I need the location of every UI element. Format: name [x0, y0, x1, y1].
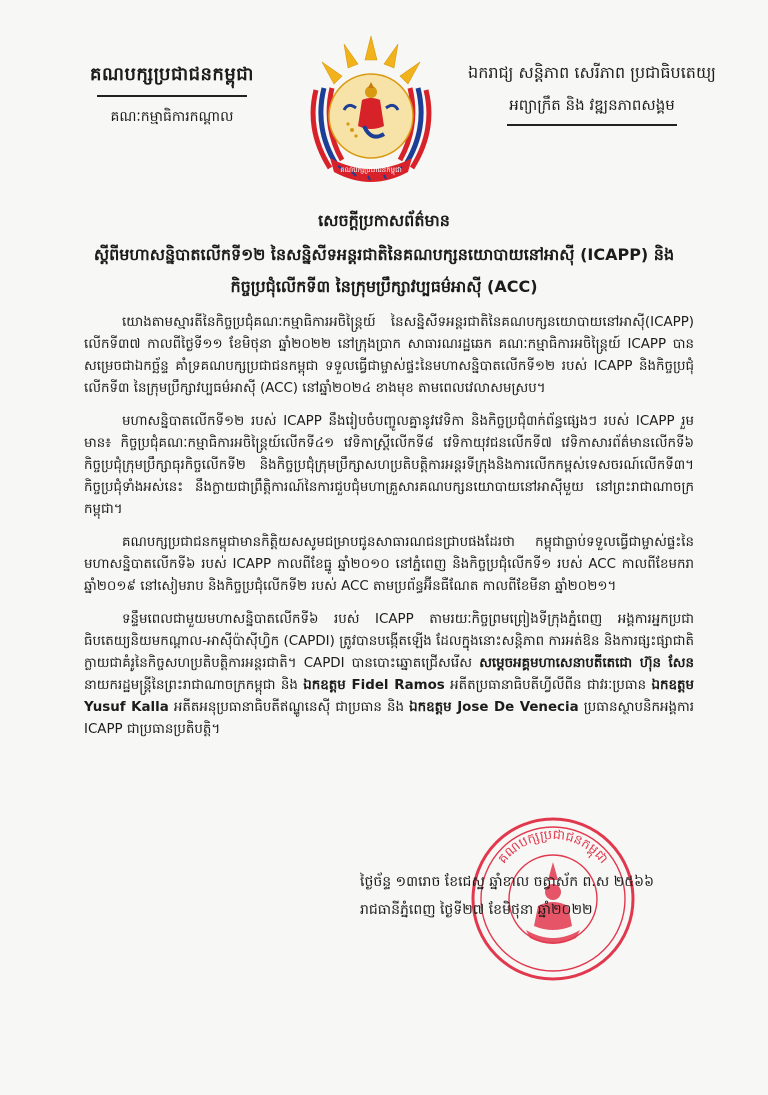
party-name-underline: [97, 95, 247, 97]
svg-text:គណបក្សប្រជាជនកម្ពុជា: [495, 828, 610, 867]
title-line-2: ស្ដីពីមហាសន្និបាតលើកទី១២ នៃសន្និសីទអន្តរជាតិនៃគណបក្សនយោបាយនៅអាស៊ី (ICAPP) និង: [93, 245, 675, 264]
national-motto: ឯករាជ្យ សន្តិភាព សេរីភាព ប្រជាធិបតេយ្យ: [468, 63, 716, 82]
central-committee-label: គណៈកម្មាធិការកណ្ដាល: [110, 109, 234, 125]
emblem-banner-text: គណបក្សប្រជាជនកម្ពុជា: [340, 166, 402, 174]
party-emblem-icon: [292, 30, 450, 198]
seal-text: គណបក្សប្រជាជនកម្ពុជា: [495, 827, 611, 867]
paragraph-4: [84, 609, 694, 741]
document-body: [84, 312, 694, 752]
header-right: [462, 62, 722, 126]
p4-text-c: នាយករដ្ឋមន្ត្រីនៃព្រះរាជាណាចក្រកម្ពុជា និង: [84, 678, 298, 693]
motto-underline: [507, 124, 677, 126]
date-block: [360, 868, 720, 924]
p4-name-jose-de-venecia: ឯកឧត្តម Jose De Venecia: [409, 700, 579, 715]
paragraph-3: គណបក្សប្រជាជនកម្ពុជាមានកិត្តិយសសូមជម្រាបជូនសាធារណជនជ្រាបផងដែរថា កម្ពុជាធ្លាប់ទទួលធ្វើជាម្ចាស់ផ្ទះនៃមហាសន្និបាតលើកទី៦ របស់ ICAPP កាលពីខែធ្នូ ឆ្នាំ២០១០ នៅភ្នំពេញ និងកិច្ចប្រជុំលើកទី១ របស់ ACC កាលពីខែមករា ឆ្នាំ២០១៩ នៅសៀមរាប និងកិច្ចប្រជុំលើកទី២ របស់ ACC តាមប្រព័ន្ធអ៊ីនធឺណែត កាលពីខែមីនា ឆ្នាំ២០២១។: [84, 535, 694, 594]
p4-text-e: អតីតប្រធានាធិបតីហ្វីលីពីន ជាវរៈប្រធាន: [450, 678, 647, 693]
party-name: គណបក្សប្រជាជនកម្ពុជា: [90, 64, 254, 85]
p4-text-a: ទន្ទឹមពេលជាមួយមហាសន្និបាតលើកទី៦ របស់ ICAPP តាមរយៈកិច្ចព្រមព្រៀងទីក្រុងភ្នំពេញ អង្គការអ្នកប្រជាធិបតេយ្យនិយមកណ្ដាល-អាស៊ីប៉ាស៊ីហ្វិក (CAPDI) ត្រូវបានបង្កើតឡើង ដែលក្នុងនោះសន្តិភាព ការអត់ឱន និងការផ្សះផ្សាជាតិ ក្លាយជាគំរូនៃកិច្ចសហប្រតិបត្តិការអន្តរជាតិ។ CAPDI បានបោះឆ្នោតជ្រើសរើស: [84, 612, 694, 671]
document-title: [60, 210, 708, 300]
lunar-date: ថ្ងៃច័ន្ទ ១៣រោច ខែជេស្ឋ ឆ្នាំខាល ចត្វាស័ក ព.ស ២៥៦៦: [360, 874, 654, 890]
p4-name-fidel-ramos: ឯកឧត្តម Fidel Ramos: [303, 678, 445, 693]
p4-name-hun-sen: សម្ដេចអគ្គមហាសេនាបតីតេជោ ហ៊ុន សែន: [479, 656, 695, 671]
p4-text-g: អតីតអនុប្រធានាធិបតីឥណ្ឌូនេស៊ី ជាប្រធាន និង: [173, 700, 405, 715]
title-line-3: កិច្ចប្រជុំលើកទី៣ នៃក្រុមប្រឹក្សាវប្បធម៌អាស៊ី (ACC): [230, 277, 538, 296]
national-motto-line2: អព្យាក្រឹត និង វឌ្ឍនភាពសង្គម: [509, 96, 675, 114]
header-left: [62, 62, 282, 128]
paragraph-2: មហាសន្និបាតលើកទី១២ របស់ ICAPP នឹងរៀបចំបញ្ចូលគ្នានូវវេទិកា និងកិច្ចប្រជុំ៣ក់ព័ន្ធផ្សេងៗ របស់ ICAPP រួមមាន៖ កិច្ចប្រជុំគណៈកម្មាធិការអចិន្ត្រៃយ៍លើកទី៤១ វេទិកាស្ត្រីលើកទី៨ វេទិកាយុវជនលើកទី៧ វេទិកាសារព័ត៌មានលើកទី៦ កិច្ចប្រជុំក្រុមប្រឹក្សាធុរកិច្ចលើកទី២ និងកិច្ចប្រជុំក្រុមប្រឹក្សាសហប្រតិបត្តិការអន្តរទីក្រុងនិងការលើកកម្ពស់ទេសចរណ៍លើកទី៣។ កិច្ចប្រជុំទាំងអស់នេះ នឹងក្លាយជាព្រឹត្តិការណ៍នៃការជួបជុំមហាគ្រួសារគណបក្សនយោបាយនៅអាស៊ីមួយ នៅព្រះរាជាណាចក្រកម្ពុជា។: [84, 414, 694, 517]
title-line-1: សេចក្ដីប្រកាសព័ត៌មាន: [318, 211, 450, 230]
p4-name-yusuf-kalla: ឯកឧត្តម Yusuf Kalla: [84, 678, 694, 715]
paragraph-1: យោងតាមស្មារតីនៃកិច្ចប្រជុំគណៈកម្មាធិការអចិន្ត្រៃយ៍ នៃសន្និសីទអន្តរជាតិនៃគណបក្សនយោបាយនៅអាស៊ី(ICAPP) លើកទី៣៧ កាលពីថ្ងៃទី១១ ខែមិថុនា ឆ្នាំ២០២២ នៅក្រុងប្រាក សាធារណរដ្ឋឆេក គណៈកម្មាធិការអចិន្ត្រៃយ៍ ICAPP បានសម្រេចជាឯកច្ឆ័ន្ទ គាំទ្រគណបក្សប្រជាជនកម្ពុជា ទទួលធ្វើជាម្ចាស់ផ្ទះនៃមហាសន្និបាតលើកទី១២ របស់ ICAPP និងកិច្ចប្រជុំលើកទី៣ នៃក្រុមប្រឹក្សាវប្បធម៌អាស៊ី (ACC) នៅឆ្នាំ២០២៤ ខាងមុខ តាមពេលវេលាសមស្រប។: [84, 315, 694, 396]
p4-text-i: ប្រធានស្ថាបនិកអង្គការ ICAPP ជាប្រធានប្រតិបត្តិ។: [84, 700, 694, 737]
solar-date: រាជធានីភ្នំពេញ ថ្ងៃទី២៧ ខែមិថុនា ឆ្នាំ២០២២: [360, 902, 593, 918]
